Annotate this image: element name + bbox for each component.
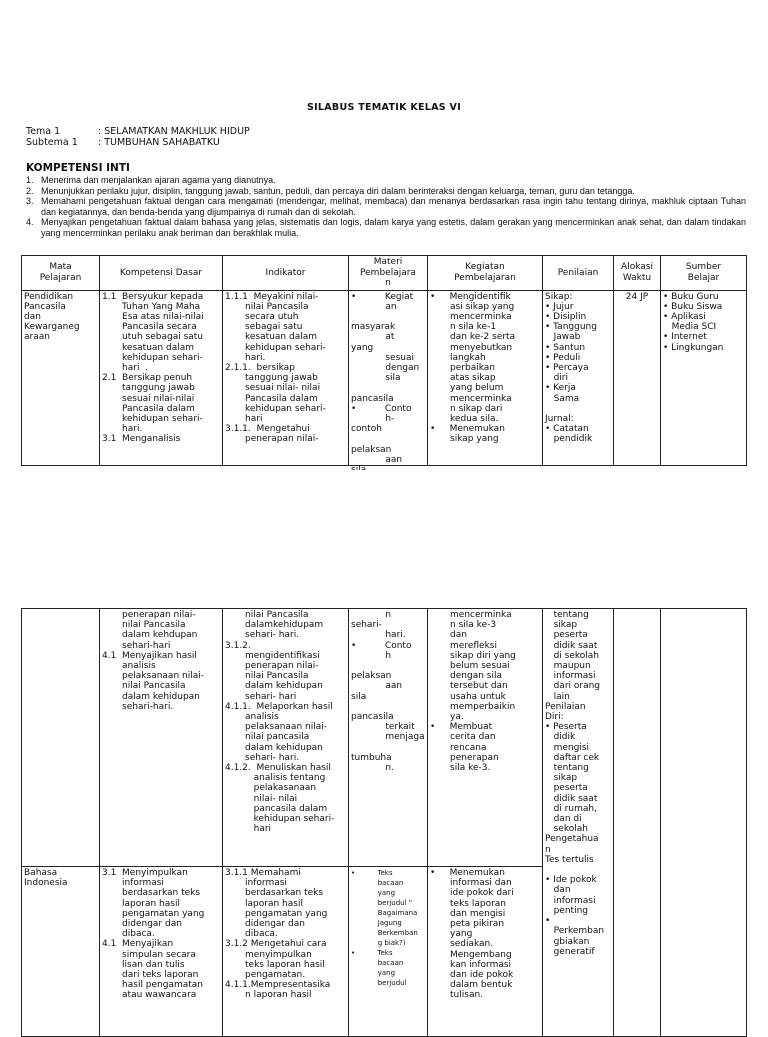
header-indikator: Indikator <box>223 256 349 291</box>
cell-penilaian <box>545 610 611 957</box>
cell-penilaian: Sikap: • Jujur • Disiplin • Tanggung Jawab • Santun • Peduli • Percaya diri • Kerja Sama Jurnal: • Catatan pendidik <box>545 291 597 445</box>
meta-value: : TUMBUHAN SAHABATKU <box>98 137 220 148</box>
syllabus-table-page1 <box>21 255 747 466</box>
header-mata-pelajaran: Mata Pelajaran <box>22 256 100 291</box>
cell-materi: • Teks bacaan yang berjudul " Bagaimana Jagung Berkemban g biak?) • Teks bacaan yang berjudul <box>351 869 418 987</box>
cell-kegiatan: mencerminka n sila ke-3 dan merefleksi sikap diri yang belum sesuai dengan sila tersebut dan usaha untuk memperbaikin ya. • Membuat cerita dan rencana penerapan sila ke-3. <box>430 610 516 774</box>
document-page-1 <box>0 0 768 470</box>
cell-kegiatan: • Menemukan informasi dan ide pokok dari teks laporan dan mengisi peta pikiran yang sediakan. Mengembang kan informasi dan ide pokok dalam bentuk tulisan. <box>430 868 514 1001</box>
table-row <box>22 609 747 867</box>
ki-list <box>26 175 746 238</box>
cell-sumber: • Buku Guru • Buku Siswa • Aplikasi Media SCI • Internet • Lingkungan <box>663 291 724 353</box>
page-gap <box>0 470 768 608</box>
header-kompetensi-dasar: Kompetensi Dasar <box>100 256 223 291</box>
table-header-row <box>22 256 747 291</box>
table-row <box>22 290 747 465</box>
meta-tema <box>26 127 250 137</box>
cell-indikator: nilai Pancasila dalamkehidupam sehari- hari. 3.1.2. mengidentifikasi penerapan nilai- nilai Pancasila dalam kehidupan sehari- hari 4.1.1. Melaporkan hasil analisis pelaksanaan nilai- nilai pancasila dalam kehidupan sehari- hari. 4.1.2. Menuliskan hasil analisis tentang pelakasanaan nilai- nilai pancasila dalam kehidupan sehari- hari <box>225 610 335 835</box>
penilaian-part1: tentang sikap peserta didik saat di sekolah maupun informasi dari orang lain Penilaian Diri: • Peserta didik mengisi daftar cek tentang sikap peserta didik saat di rumah, dan di sekolah <box>545 610 601 835</box>
ki-number: 1. <box>26 175 34 185</box>
header-alokasi: Alokasi Waktu <box>614 256 661 291</box>
ki-text: Menyajikan pengetahuan faktual dalam bahasa yang jelas, sistematis dan logis, dalam karya yang estetis, dalam gerakan yang mencerminkan anak sehat, dan dalam tindakan yang mencerminkan perilaku anak beriman dan berakhlak mulia. <box>41 217 746 238</box>
cell-kd: 1.1 Bersyukur kepada Tuhan Yang Maha Esa atas nilai-nilai Pancasila secara utuh sebagai satu kesatuan dalam kehidupan sehari- hari . 2.1 Bersikap penuh tanggung jawab sesuai nilai-nilai Pancasila dalam kehidupan sehari- hari. 3.1 Menganalisis <box>102 291 204 445</box>
ki-item <box>26 175 746 186</box>
cell-kegiatan: • Mengidentifik asi sikap yang mencerminka n sila ke-1 dan ke-2 serta menyebutkan langkah perbaikan atas sikap yang belum mencerminka n sikap dari kedua sila. • Menemukan sikap yang <box>430 291 516 445</box>
cell-mapel: Pendidikan Pancasila dan Kewarganeg araan <box>24 291 80 343</box>
header-kegiatan: Kegiatan Pembelajaran <box>428 256 543 291</box>
header-penilaian: Penilaian <box>543 256 614 291</box>
meta-key: Subtema 1 <box>26 137 78 148</box>
syllabus-table-page2 <box>21 608 747 1037</box>
ki-heading: KOMPETENSI INTI <box>26 162 130 174</box>
meta-subtema <box>26 138 220 148</box>
meta-key: Tema 1 <box>26 126 61 137</box>
cell-kd: 3.1 Menyimpulkan informasi berdasarkan teks laporan hasil pengamatan yang didengar dan dibaca. 4.1 Menyajikan simpulan secara lisan dan tulis dari teks laporan hasil pengamatan atau wawancara <box>102 868 205 1001</box>
ki-text: Menunjukkan perilaku jujur, disiplin, tanggung jawab, santun, peduli, dan percaya diri dalam berinteraksi dengan keluarga, teman, guru dan tetangga. <box>41 185 635 196</box>
cell-materi: n sehari- hari. • Conto h pelaksan aan sila pancasila terkait menjaga tumbuha n. <box>351 610 425 774</box>
ki-item <box>26 186 746 197</box>
ki-item <box>26 217 746 238</box>
ki-number: 2. <box>26 185 34 196</box>
penilaian-part2: Pengetahua n Tes tertulis • Ide pokok dan informasi penting • Perkemban gbiakan generatif <box>545 834 605 957</box>
ki-number: 4. <box>26 217 34 227</box>
cell-mapel: Bahasa Indonesia <box>24 868 68 889</box>
cell-indikator: 1.1.1 Meyakini nilai- nilai Pancasila secara utuh sebagai satu kesatuan dalam kehidupan sehari- hari. 2.1.1. bersikap tanggung jawab sesuai nilai- nilai Pancasila dalam kehidupan sehari- hari 3.1.1. Mengetahui penerapan nilai- <box>225 291 326 445</box>
cell-indikator: 3.1.1 Memahami informasi berdasarkan teks laporan hasil pengamatan yang didengar dan dibaca. 3.1.2 Mengetahui cara menyimpulkan teks laporan hasil pengamatan. 4.1.1.Mempresentasika n laporan hasil <box>225 868 331 1001</box>
meta-value: : SELAMATKAN MAKHLUK HIDUP <box>98 126 250 137</box>
header-sumber: Sumber Belajar <box>661 256 747 291</box>
cell-kd: penerapan nilai- nilai Pancasila dalam kehdupan sehari-hari 4.1 Menyajikan hasil analisis pelaksanaan nilai- nilai Pancasila dalam kehidupan sehari-hari. <box>102 610 204 712</box>
cell-materi: • Kegiat an masyarak at yang sesuai dengan sila pancasila • Conto h- contoh pelaksan aan <box>351 291 420 465</box>
header-materi: Materi Pembelajara n <box>349 256 428 291</box>
ki-number: 3. <box>26 196 34 206</box>
ki-item <box>26 196 746 217</box>
document-title: SILABUS TEMATIK KELAS VI <box>306 102 462 113</box>
ki-text: Menerima dan menjalankan ajaran agama yang dianutnya. <box>41 175 276 185</box>
document-page-2 <box>0 608 768 1024</box>
cell-alokasi: 24 JP <box>625 291 649 302</box>
ki-text: Memahami pengetahuan faktual dengan cara mengamati (mendengar, melihat, membaca) dan menanya berdasarkan rasa ingin tahu tentang dirinya, makhluk ciptaan Tuhan dan kegiatannya, dan benda-benda yang dijumpainya di rumah dan di sekolah. <box>41 196 746 217</box>
